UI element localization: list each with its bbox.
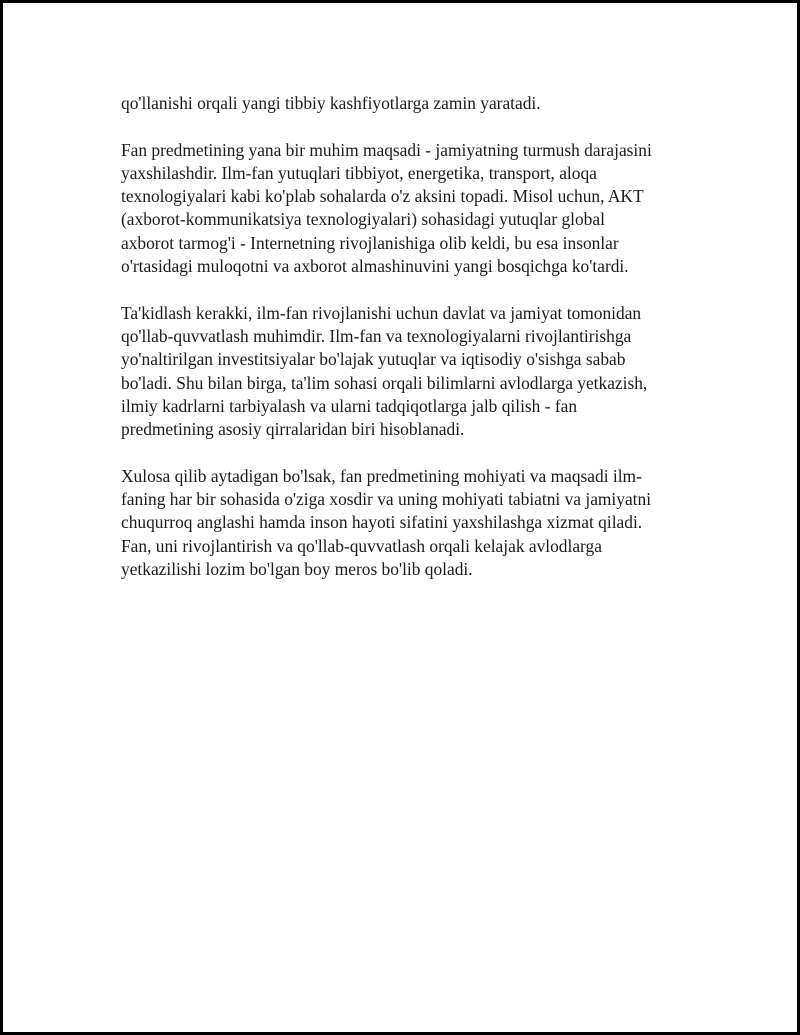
- text-line: faning har bir sohasida o'ziga xosdir va uning mohiyati tabiatni va jamiyatni: [121, 489, 652, 510]
- paragraph-4: [121, 465, 691, 581]
- text-line: Fan, uni rivojlantirish va qo'llab-quvvatlash orqali kelajak avlodlarga: [121, 535, 602, 556]
- text-line: yaxshilashdir. Ilm-fan yutuqlari tibbiyot, energetika, transport, aloqa: [121, 162, 597, 183]
- text-line: o'rtasidagi muloqotni va axborot almashinuvini yangi bosqichga ko'tardi.: [121, 256, 629, 277]
- paragraph-1: [121, 92, 691, 115]
- text-line: Ta'kidlash kerakki, ilm-fan rivojlanishi uchun davlat va jamiyat tomonidan: [121, 302, 642, 323]
- text-line: qo'llab-quvvatlash muhimdir. Ilm-fan va texnologiyalarni rivojlantirishga: [121, 325, 632, 346]
- document-body: [121, 92, 691, 605]
- text-line: bo'ladi. Shu bilan birga, ta'lim sohasi orqali bilimlarni avlodlarga yetkazish,: [121, 372, 648, 393]
- text-line: chuqurroq anglashi hamda inson hayoti sifatini yaxshilashga xizmat qiladi.: [121, 512, 643, 533]
- text-line: Fan predmetining yana bir muhim maqsadi - jamiyatning turmush darajasini: [121, 139, 652, 160]
- text-line: (axborot-kommunikatsiya texnologiyalari) sohasidagi yutuqlar global: [121, 209, 605, 230]
- text-line: yetkazilishi lozim bo'lgan boy meros bo'lib qoladi.: [121, 558, 473, 579]
- text-line: ilmiy kadrlarni tarbiyalash va ularni tadqiqotlarga jalb qilish - fan: [121, 395, 578, 416]
- text-line: predmetining asosiy qirralaridan biri hisoblanadi.: [121, 419, 465, 440]
- paragraph-2: [121, 139, 691, 279]
- paragraph-3: [121, 302, 691, 442]
- text-line: axborot tarmog'i - Internetning rivojlanishiga olib keldi, bu esa insonlar: [121, 232, 619, 253]
- text-line: Xulosa qilib aytadigan bo'lsak, fan predmetining mohiyati va maqsadi ilm-: [121, 465, 642, 486]
- text-line: texnologiyalari kabi ko'plab sohalarda o'z aksini topadi. Misol uchun, AKT: [121, 186, 644, 207]
- text-line: qo'llanishi orqali yangi tibbiy kashfiyotlarga zamin yaratadi.: [121, 93, 541, 113]
- text-line: yo'naltirilgan investitsiyalar bo'lajak yutuqlar va iqtisodiy o'sishga sabab: [121, 349, 626, 370]
